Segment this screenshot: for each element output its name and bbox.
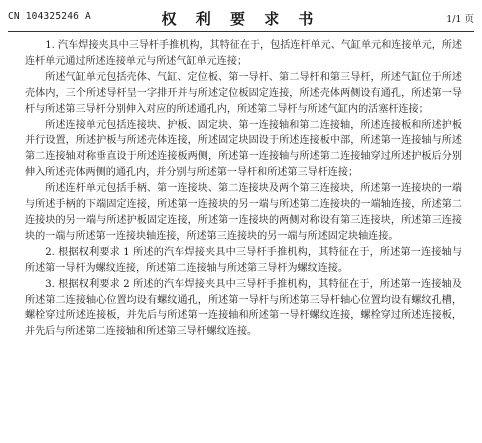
claim-1-cylinder-unit-paragraph: 所述气缸单元包括壳体、气缸、定位板、第一导杆、第二导杆和第三导杆，所述气缸位于所述壳体内，三个所述导杆呈一字排开并与所述定位板固定连接，所述壳体两侧设有通孔，所述第一导杆与所述第三导杆分别伸入对应的所述通孔内，所述第二导杆与所述气缸内的活塞杆连接； bbox=[25, 71, 462, 115]
claims-body bbox=[25, 38, 462, 340]
page-title: 权 利 要 求 书 bbox=[161, 10, 321, 28]
claim-3-paragraph: 3. 根据权利要求 2 所述的汽车焊接夹具中三导杆手推机构，其特征在于，所述第一连接轴及所述第二连接轴心位置均设有螺纹通孔，所述第一导杆与所述第三导杆轴心位置均设有螺纹孔槽，螺栓穿过所述连接板，并先后与所述第一连接轴和所述第一导杆螺纹连接，螺栓穿过所述连接板，并先后与所述第二连接轴和所述第三导杆螺纹连接。 bbox=[25, 278, 462, 338]
page-number: 1/1 页 bbox=[446, 14, 474, 25]
claim-1-paragraph: 1. 汽车焊接夹具中三导杆手推机构，其特征在于，包括连杆单元、气缸单元和连接单元，所述连杆单元通过所述连接单元与所述气缸单元连接； bbox=[25, 40, 462, 67]
claim-1-linkage-unit-paragraph: 所述连杆单元包括手柄、第一连接块、第二连接块及两个第三连接块，所述第一连接块的一端与所述手柄的下端固定连接，所述第一连接块的另一端与所述第二连接块的一端轴连接，所述第二连接块的另一端与所述护板固定连接，所述第一连接块的两侧对称设有第三连接块，所述第三连接块的一端与所述第一连接块轴连接，所述第三连接块的另一端与所述固定块轴连接。 bbox=[25, 183, 462, 242]
publication-number: CN 104325246 A bbox=[8, 11, 91, 22]
header-divider bbox=[8, 31, 474, 32]
page-header bbox=[8, 8, 474, 30]
claim-2-paragraph: 2. 根据权利要求 1 所述的汽车焊接夹具中三导杆手推机构，其特征在于，所述第一连接轴与所述第一导杆为螺纹连接，所述第二连接轴与所述第三导杆为螺纹连接。 bbox=[25, 246, 462, 274]
claim-1-connecting-unit-paragraph: 所述连接单元包括连接块、护板、固定块、第一连接轴和第二连接轴，所述连接板和所述护板并行设置，所述护板与所述壳体连接，所述固定块固设于所述连接板中部，所述第一连接轴与所述第二连接轴对称垂直设于所述连接板两侧，所述第一连接轴与所述第二连接轴穿过所述护板后分别伸入所述壳体两侧的通孔内，并分别与所述第一导杆和所述第三导杆连接； bbox=[25, 119, 462, 179]
